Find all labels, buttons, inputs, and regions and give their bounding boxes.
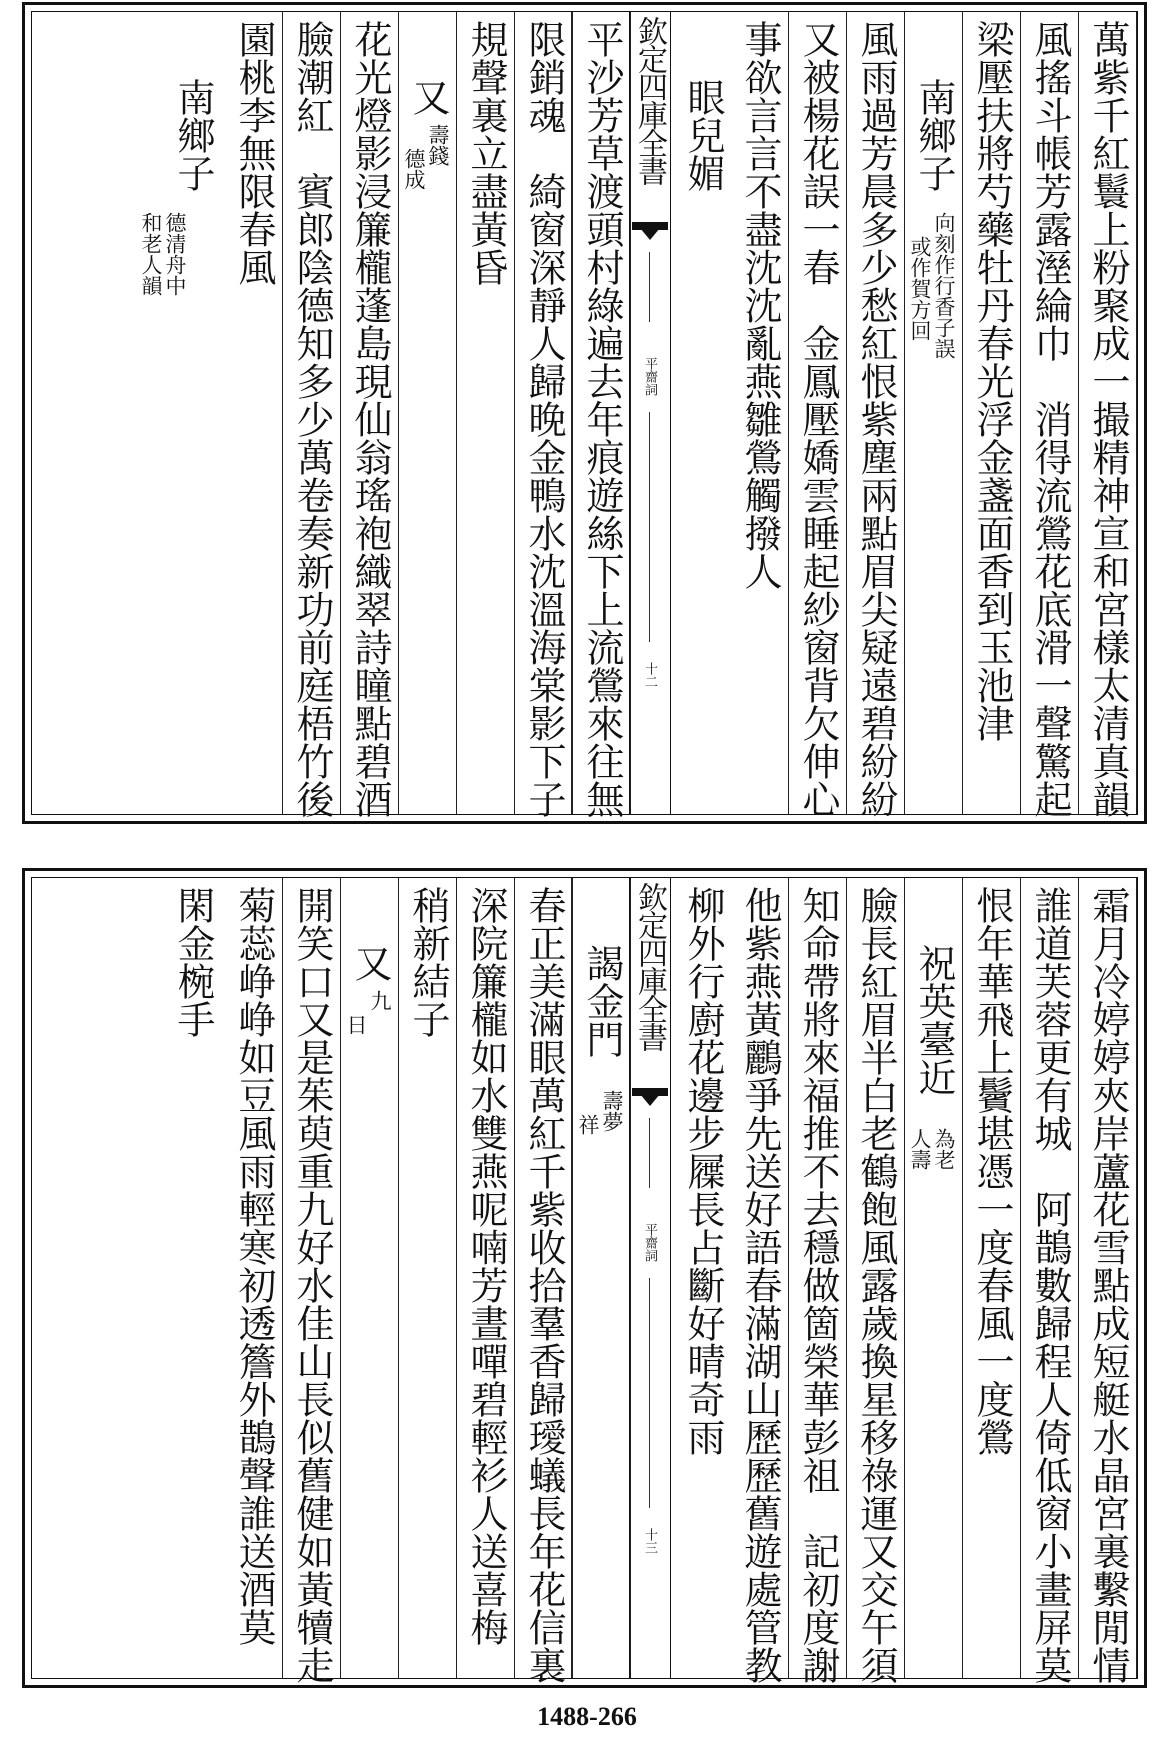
title-note: 九 — [368, 990, 392, 1011]
column-text: 春正美滿眼萬紅千紫收拾羣香歸璦蟻長年花信裏 — [522, 886, 566, 1684]
column — [1020, 878, 1079, 1684]
book-title: 欽定四庫全書 — [632, 882, 667, 1050]
title-note: 日 — [344, 1014, 368, 1035]
column — [340, 878, 399, 1678]
top-page-frame — [31, 11, 1138, 818]
column — [456, 878, 515, 1678]
poem-title: 南鄉子 — [912, 78, 956, 192]
poem-title: 南鄉子 — [171, 78, 215, 192]
column-text: 誰道芙蓉更有城 阿鵲數歸程人倚低窗小畫屏莫 — [1028, 886, 1072, 1684]
column-text: 風搖斗帳芳露溼綸巾 消得流鶯花底滑一聲驚起 — [1028, 20, 1072, 818]
column — [846, 12, 905, 818]
column — [456, 12, 515, 814]
column-text: 梁壓扶將芍藥牡丹春光浮金盞面香到玉池津 — [970, 20, 1014, 742]
column — [340, 12, 399, 818]
column — [571, 12, 631, 818]
column — [673, 878, 731, 1678]
column-text: 花光燈影浸簾櫳蓬島現仙翁瑤袍織翠詩瞳點碧酒 — [348, 20, 392, 818]
poem-title: 又 — [406, 78, 450, 116]
column-text: 規聲裏立盡黃昏 — [464, 20, 508, 286]
column — [135, 878, 225, 1678]
column-text: 臉長紅眉半白老鶴飽風露歲換星移祿運又交午須 — [854, 886, 898, 1684]
column — [282, 878, 341, 1684]
column — [730, 12, 789, 814]
column — [224, 878, 283, 1678]
poem-title: 又 — [348, 944, 392, 982]
column — [1020, 12, 1079, 818]
column — [788, 12, 847, 818]
fold-column — [629, 12, 671, 814]
folio-number: 十三 — [642, 1528, 657, 1554]
column-text: 限銷魂 綺窗深靜人歸晚金鴨水沈溫海棠影下子 — [522, 20, 566, 818]
poem-title: 謁金門 — [580, 944, 624, 1058]
column-text: 開笑口又是茱萸重九好水佳山長似舊健如黃犢走 — [290, 886, 334, 1684]
column — [673, 12, 731, 814]
column-text: 風雨過芳晨多少愁紅恨紫塵兩點眉尖疑遠碧紛紛 — [854, 20, 898, 818]
column-text: 菊蕊峥峥如豆風雨輕寒初透簷外鵲聲誰送酒莫 — [232, 886, 276, 1646]
title-note: 為老 — [932, 1128, 956, 1170]
column-text: 恨年華飛上鬢堪憑一度春風一度鶯 — [970, 886, 1014, 1456]
column — [135, 12, 225, 814]
column — [224, 12, 283, 814]
column-text: 園桃李無限春風 — [232, 20, 276, 286]
column — [282, 12, 341, 818]
title-note: 或作賀方回 — [908, 236, 932, 341]
book-title: 欽定四庫全書 — [632, 16, 667, 184]
title-note: 祥 — [576, 1114, 600, 1135]
title-note: 壽錢 — [426, 124, 450, 166]
column-text: 他紫燕黃鸝爭先送好語春滿湖山歷歷舊遊處管教 — [738, 886, 782, 1684]
fishtail-mark — [632, 1088, 668, 1110]
title-note: 德清舟中 — [163, 212, 187, 296]
poem-title: 祝英臺近 — [912, 944, 956, 1096]
column — [398, 12, 457, 814]
column-text: 又被楊花誤一春 金鳳壓嬌雲睡起紗窗背欠伸心 — [796, 20, 840, 818]
fold-column — [629, 878, 671, 1678]
page-number: 1488-266 — [537, 1702, 637, 1731]
column — [1078, 12, 1137, 818]
poem-title: 眼兒媚 — [681, 78, 725, 192]
column — [904, 878, 963, 1678]
column — [962, 12, 1021, 814]
top-page — [22, 2, 1147, 824]
column-text: 稍新結子 — [406, 886, 450, 1038]
folio-number: 十二 — [642, 662, 657, 688]
bottom-page-frame — [31, 877, 1138, 1684]
column-text: 知命帶將來福推不去穩做箇榮華彭祖 記初度謝 — [796, 886, 840, 1684]
column — [730, 878, 789, 1684]
column-text: 閑金椀手 — [171, 886, 215, 1038]
title-note: 和老人韻 — [139, 212, 163, 296]
column-text: 深院簾櫳如水雙燕呢喃芳晝嘽碧輕衫人送喜梅 — [464, 886, 508, 1646]
column-text: 萬紫千紅鬟上粉聚成一撮精神宣和宮樣太清真韻 — [1086, 20, 1130, 818]
fishtail-mark — [632, 222, 668, 244]
column-text: 柳外行廚花邊步屧長占斷好晴奇雨 — [681, 886, 725, 1456]
title-note: 人壽 — [908, 1128, 932, 1170]
bottom-page — [22, 868, 1147, 1688]
section-label: 平齋詞 — [642, 357, 657, 396]
column — [904, 12, 963, 814]
column — [571, 878, 631, 1678]
column — [514, 12, 573, 818]
column — [962, 878, 1021, 1678]
column — [1078, 878, 1137, 1684]
column — [398, 878, 457, 1678]
column — [788, 878, 847, 1684]
title-note: 壽夢 — [600, 1090, 624, 1132]
title-note: 向刻作行香子誤 — [932, 212, 956, 359]
column-text: 事欲言言不盡沈沈亂燕雛鶯觸撥人 — [738, 20, 782, 590]
section-label: 平齋詞 — [642, 1223, 657, 1262]
column — [514, 878, 573, 1684]
column-text: 臉潮紅 賓郎陰德知多少萬卷奏新功前庭梧竹後 — [290, 20, 334, 818]
column-text: 平沙芳草渡頭村綠遍去年痕遊絲下上流鶯來往無 — [580, 20, 624, 818]
column — [846, 878, 905, 1684]
title-note: 德成 — [402, 148, 426, 190]
column-text: 霜月冷婷婷夾岸蘆花雪點成短艇水晶宮裏繫閒情 — [1086, 886, 1130, 1684]
